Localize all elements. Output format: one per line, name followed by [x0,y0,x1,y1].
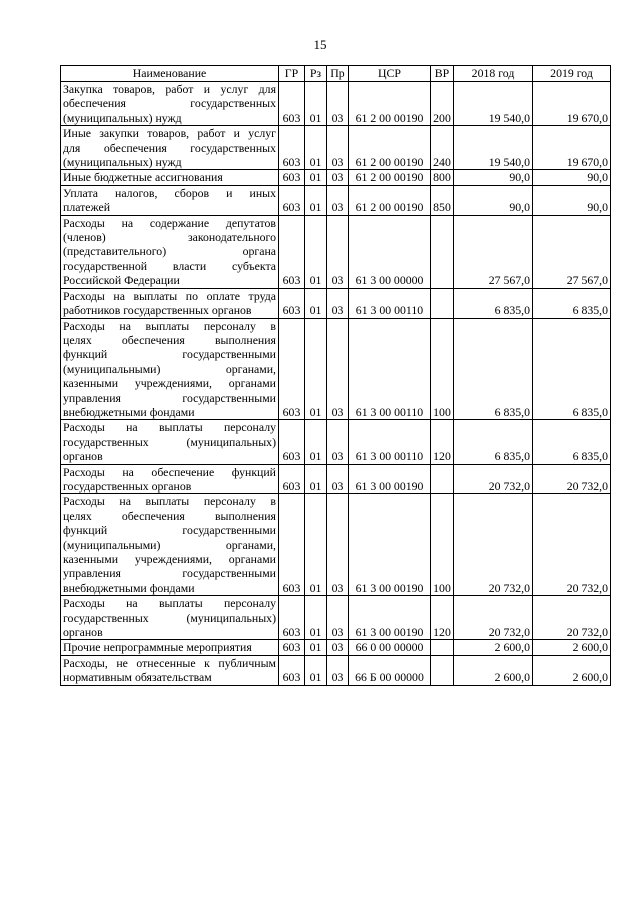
cell-pr: 03 [327,318,349,420]
cell-csr: 66 0 00 00000 [349,640,431,655]
cell-rz: 01 [305,420,327,464]
cell-vr [431,640,454,655]
cell-2019: 6 835,0 [533,420,611,464]
cell-name-line: целях обеспечения выполнения [63,332,276,347]
cell-name-line: органов [63,625,103,640]
cell-pr: 03 [327,655,349,685]
cell-name-line: целях обеспечения выполнения [63,508,276,523]
cell-name-line: Расходы на выплаты персоналу [63,596,276,611]
cell-name-line: Иные бюджетные ассигнования [63,170,223,185]
cell-2019: 90,0 [533,185,611,215]
table-row [61,170,611,185]
cell-rz: 01 [305,464,327,494]
cell-vr: 100 [431,318,454,420]
cell-name-line: Расходы на выплаты персоналу [63,420,276,435]
cell-name [61,596,279,640]
cell-2018: 19 540,0 [454,126,533,170]
cell-name [61,126,279,170]
cell-rz: 01 [305,215,327,288]
header-vr: ВР [431,66,454,82]
cell-name-line: государственных (муниципальных) [63,610,276,625]
cell-csr: 61 3 00 00190 [349,596,431,640]
page-number: 15 [313,37,327,52]
table-row [61,596,611,640]
cell-pr: 03 [327,126,349,170]
cell-name-line: функций государственными [63,523,276,538]
budget-table [60,65,611,686]
cell-vr [431,464,454,494]
cell-name-line: функций государственными [63,347,276,362]
cell-2018: 6 835,0 [454,420,533,464]
cell-name-line: обеспечения государственных [63,96,276,111]
cell-name [61,170,279,185]
table-row [61,420,611,464]
cell-name-line: внебюджетными фондами [63,404,195,419]
cell-name-line: органов [63,449,103,464]
cell-name-line: (муниципальных) нужд [63,110,182,125]
header-name: Наименование [61,66,279,82]
cell-name-line: Расходы на выплаты персоналу в [63,318,276,333]
cell-name-line: (членов) законодательного [63,230,276,245]
cell-rz: 01 [305,596,327,640]
cell-gr: 603 [279,494,305,596]
cell-vr: 100 [431,494,454,596]
table-row [61,185,611,215]
cell-vr: 120 [431,596,454,640]
cell-name-line: Иные закупки товаров, работ и услуг [63,126,276,141]
header-gr: ГР [279,66,305,82]
cell-2019: 20 732,0 [533,464,611,494]
cell-gr: 603 [279,126,305,170]
cell-name-line: Уплата налогов, сборов и иных [63,185,276,200]
cell-name [61,420,279,464]
cell-2019: 2 600,0 [533,655,611,685]
cell-vr [431,655,454,685]
table-header-row [61,66,611,82]
cell-rz: 01 [305,318,327,420]
cell-2018: 6 835,0 [454,318,533,420]
cell-gr: 603 [279,82,305,126]
cell-pr: 03 [327,185,349,215]
cell-name [61,494,279,596]
cell-name-line: для обеспечения государственных [63,140,276,155]
cell-csr: 66 Б 00 00000 [349,655,431,685]
cell-rz: 01 [305,82,327,126]
cell-name-line: управления государственными [63,390,276,405]
table-row [61,126,611,170]
cell-name-line: платежей [63,200,111,215]
table-row [61,464,611,494]
cell-vr [431,288,454,318]
cell-name-line: Расходы, не отнесенные к публичным [63,655,276,670]
cell-name-line: Российской Федерации [63,273,180,288]
cell-2018: 20 732,0 [454,596,533,640]
cell-name-line: казенными учреждениями, органами [63,552,276,566]
cell-name [61,185,279,215]
cell-pr: 03 [327,640,349,655]
header-2018: 2018 год [454,66,533,82]
cell-gr: 603 [279,464,305,494]
cell-csr: 61 3 00 00190 [349,494,431,596]
cell-csr: 61 2 00 00190 [349,126,431,170]
cell-rz: 01 [305,288,327,318]
table-row [61,215,611,288]
cell-rz: 01 [305,185,327,215]
cell-vr: 200 [431,82,454,126]
cell-csr: 61 2 00 00190 [349,82,431,126]
table-row [61,82,611,126]
cell-pr: 03 [327,464,349,494]
cell-vr: 850 [431,185,454,215]
cell-2019: 19 670,0 [533,126,611,170]
cell-2019: 27 567,0 [533,215,611,288]
cell-name-line: Расходы на выплаты по оплате труда [63,288,276,303]
cell-2019: 19 670,0 [533,82,611,126]
cell-2018: 90,0 [454,185,533,215]
cell-name-line: Расходы на обеспечение функций [63,464,276,479]
cell-2019: 6 835,0 [533,288,611,318]
cell-name-line: государственных органов [63,478,192,493]
cell-pr: 03 [327,82,349,126]
cell-name-line: (муниципальными) органами, [63,537,276,552]
cell-name [61,640,279,655]
cell-name-line: государственной власти субъекта [63,258,276,273]
cell-gr: 603 [279,185,305,215]
cell-2018: 2 600,0 [454,640,533,655]
cell-name-line: Прочие непрограммные мероприятия [63,640,252,655]
cell-vr [431,215,454,288]
cell-gr: 603 [279,215,305,288]
cell-name-line: работников государственных органов [63,303,252,318]
header-rz: Рз [305,66,327,82]
cell-2018: 27 567,0 [454,215,533,288]
cell-name-line: (муниципальных) нужд [63,155,182,170]
table-body [61,82,611,686]
cell-name-line: казенными учреждениями, органами [63,376,276,391]
cell-name-line: (муниципальными) органами, [63,361,276,376]
cell-gr: 603 [279,170,305,185]
table-row [61,494,611,596]
cell-vr: 800 [431,170,454,185]
cell-name [61,655,279,685]
header-pr: Пр [327,66,349,82]
cell-vr: 120 [431,420,454,464]
cell-name [61,464,279,494]
cell-pr: 03 [327,288,349,318]
cell-2019: 20 732,0 [533,596,611,640]
header-2019: 2019 год [533,66,611,82]
header-csr: ЦСР [349,66,431,82]
cell-2018: 90,0 [454,170,533,185]
cell-vr: 240 [431,126,454,170]
cell-name-line: Расходы на выплаты персоналу в [63,494,276,509]
cell-rz: 01 [305,494,327,596]
cell-csr: 61 3 00 00190 [349,464,431,494]
table-row [61,288,611,318]
cell-gr: 603 [279,655,305,685]
cell-2019: 90,0 [533,170,611,185]
cell-rz: 01 [305,126,327,170]
cell-name [61,215,279,288]
cell-pr: 03 [327,170,349,185]
cell-2019: 6 835,0 [533,318,611,420]
cell-gr: 603 [279,288,305,318]
cell-2019: 2 600,0 [533,640,611,655]
cell-csr: 61 3 00 00110 [349,420,431,464]
cell-2018: 20 732,0 [454,464,533,494]
cell-gr: 603 [279,420,305,464]
cell-2018: 19 540,0 [454,82,533,126]
cell-csr: 61 2 00 00190 [349,185,431,215]
cell-name-line: внебюджетными фондами [63,580,195,595]
cell-name [61,288,279,318]
table-row [61,640,611,655]
cell-name-line: управления государственными [63,566,276,581]
cell-pr: 03 [327,420,349,464]
cell-csr: 61 2 00 00190 [349,170,431,185]
cell-csr: 61 3 00 00000 [349,215,431,288]
cell-pr: 03 [327,596,349,640]
cell-2018: 20 732,0 [454,494,533,596]
cell-gr: 603 [279,318,305,420]
cell-name-line: Закупка товаров, работ и услуг для [63,82,276,96]
cell-gr: 603 [279,596,305,640]
cell-name-line: нормативным обязательствам [63,670,212,685]
cell-2018: 6 835,0 [454,288,533,318]
cell-csr: 61 3 00 00110 [349,318,431,420]
table-row [61,318,611,420]
cell-name [61,82,279,126]
cell-pr: 03 [327,215,349,288]
cell-gr: 603 [279,640,305,655]
cell-rz: 01 [305,640,327,655]
table-row [61,655,611,685]
cell-rz: 01 [305,170,327,185]
cell-name-line: (представительного) органа [63,244,276,259]
cell-pr: 03 [327,494,349,596]
cell-2018: 2 600,0 [454,655,533,685]
cell-name-line: государственных (муниципальных) [63,434,276,449]
cell-name-line: Расходы на содержание депутатов [63,215,276,230]
cell-2019: 20 732,0 [533,494,611,596]
cell-csr: 61 3 00 00110 [349,288,431,318]
cell-name [61,318,279,420]
cell-rz: 01 [305,655,327,685]
